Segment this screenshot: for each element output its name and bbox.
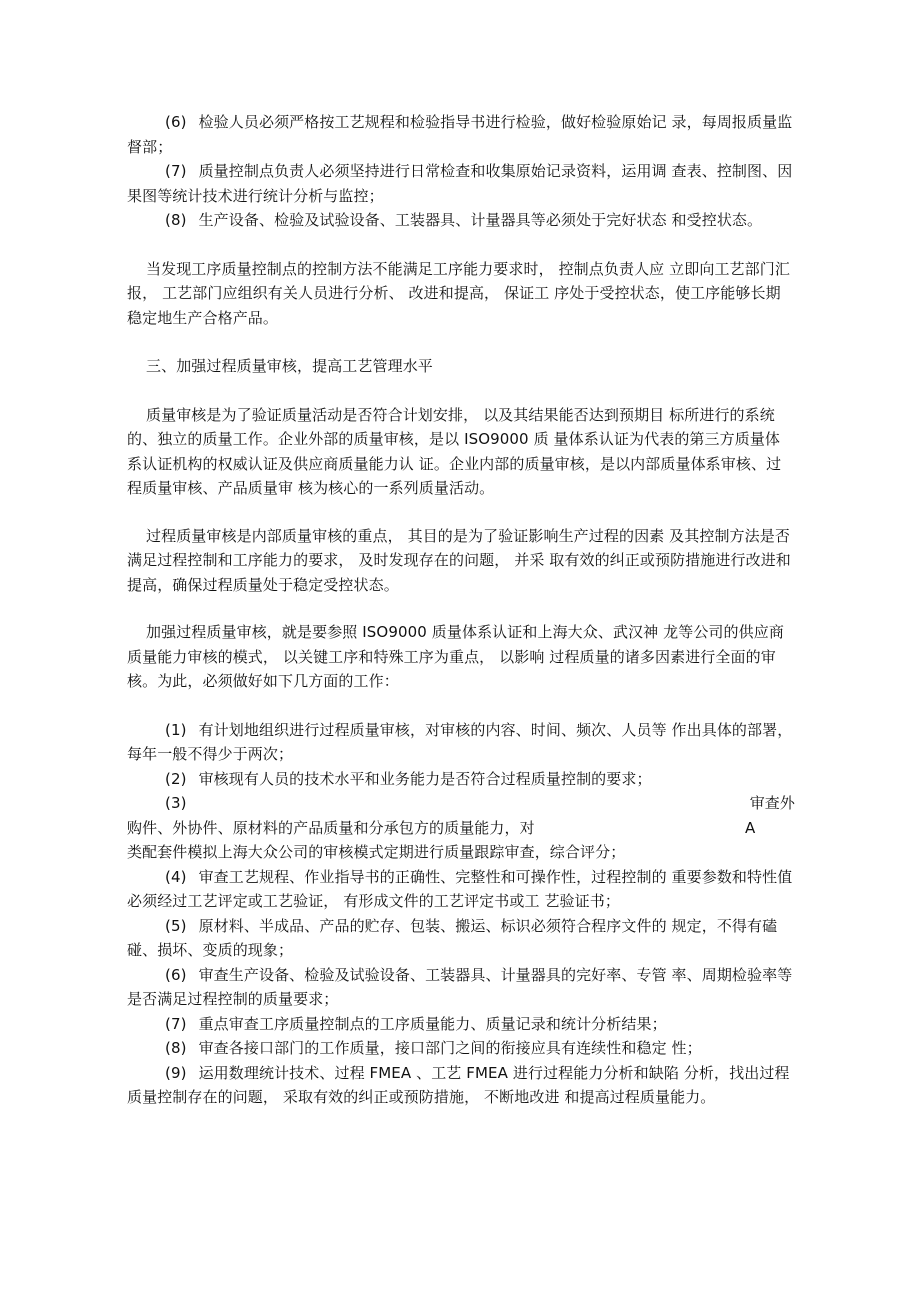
item-text: 审查工艺规程、作业指导书的正确性、完整性和可操作性，过程控制的 重要参数和特性值必须经过工艺评定或工艺验证， 有形成文件的工艺评定书或工 艺验证书；: [127, 867, 793, 910]
item-number: (3): [165, 794, 187, 812]
item-text: 运用数理统计技术、过程 FMEA 、工艺 FMEA 进行过程能力分析和缺陷 分析，找出过程质量控制存在的问题， 采取有效的纠正或预防措施， 不断地改进 和提高过程质量能力。: [127, 1063, 790, 1106]
document-page: [127, 110, 795, 1110]
item-text: 审查各接口部门的工作质量，接口部门之间的衔接应具有连续性和稳定 性；: [198, 1039, 702, 1057]
item-number: (1): [165, 720, 187, 739]
item-number: (8): [165, 211, 187, 229]
list-item: [127, 865, 795, 914]
item-number: (9): [165, 1063, 187, 1082]
item-text-fragment: 购件、外协件、原材料的产品质量和分承包方的质量能力，对: [127, 818, 535, 837]
item-text: 审查生产设备、检验及试验设备、工装器具、计量器具的完好率、专管 率、周期检验率等是否满足过程控制的质量要求；: [127, 965, 793, 1008]
list-block-2: [127, 718, 795, 1110]
list-item: [127, 1061, 795, 1110]
item-number: (6): [165, 965, 187, 984]
item-text-fragment: A: [745, 818, 756, 837]
section-heading: 三、加强过程质量审核，提高工艺管理水平: [146, 357, 433, 375]
item-number: (7): [165, 1014, 187, 1033]
item-text: 质量控制点负责人必须坚持进行日常检查和收集原始记录资料，运用调 查表、控制图、因果图等统计技术进行统计分析与监控；: [127, 162, 793, 205]
item-text: 重点审查工序质量控制点的工序质量能力、质量记录和统计分析结果；: [198, 1014, 667, 1033]
item-number: (2): [165, 769, 187, 788]
list-item: [127, 110, 795, 159]
item-text-fragment: 类配套件模拟上海大众公司的审核模式定期进行质量跟踪审查，综合评分；: [127, 843, 626, 861]
list-item: [127, 1036, 795, 1061]
list-item: [127, 159, 795, 208]
list-item: [127, 1012, 795, 1037]
item-number: (6): [165, 113, 187, 131]
list-item: [127, 208, 795, 233]
item-number: (5): [165, 916, 187, 935]
item-text: 原材料、半成品、产品的贮存、包装、搬运、标识必须符合程序文件的 规定，不得有磕碰、损坏、变质的现象；: [127, 916, 778, 959]
list-item: [127, 914, 795, 963]
item-text: 审核现有人员的技术水平和业务能力是否符合过程质量控制的要求；: [198, 769, 652, 788]
paragraph-control-method: 当发现工序质量控制点的控制方法不能满足工序能力要求时， 控制点负责人应 立即向工艺部门汇报， 工艺部门应组织有关人员进行分析、 改进和提高， 保证工 序处于受控状态，使工序能够长期稳定地生产合格产品。: [127, 259, 790, 327]
item-number: (8): [165, 1039, 187, 1057]
item-text: 生产设备、检验及试验设备、工装器具、计量器具等必须处于完好状态 和受控状态。: [198, 211, 763, 229]
list-item: [127, 767, 795, 792]
item-number: (7): [165, 162, 187, 180]
list-item: [127, 718, 795, 767]
item-text-fragment: 审查外: [749, 794, 795, 812]
paragraph-strengthen-audit: 加强过程质量审核，就是要参照 ISO9000 质量体系认证和上海大众、武汉神 龙等公司的供应商质量能力审核的模式， 以关键工序和特殊工序为重点， 以影响 过程质量的诸多因素进行全面的审核。为此，必须做好如下几方面的工作：: [127, 623, 784, 690]
list-block-1: [127, 110, 795, 233]
item-text: 检验人员必须严格按工艺规程和检验指导书进行检验，做好检验原始记 录，每周报质量监督部；: [127, 113, 793, 156]
paragraph-quality-audit: 质量审核是为了验证质量活动是否符合计划安排， 以及其结果能否达到预期目 标所进行的系统的、独立的质量工作。企业外部的质量审核，是以 ISO9000 质 量体系认证为代表的第三方质量体系认证机构的权威认证及供应商质量能力认 证。企业内部的质量审核，是以内部质量体系审核、过程质量审核、产品质量审 核为核心的一系列质量活动。: [127, 405, 782, 497]
item-text: 有计划地组织进行过程质量审核，对审核的内容、时间、频次、人员等 作出具体的部署，每年一般不得少于两次；: [127, 720, 793, 763]
list-item: [127, 963, 795, 1012]
paragraph-process-audit: 过程质量审核是内部质量审核的重点， 其目的是为了验证影响生产过程的因素 及其控制方法是否满足过程控制和工序能力的要求， 及时发现存在的问题， 并采 取有效的纠正或预防措施进行改进和提高，确保过程质量处于稳定受控状态。: [127, 526, 791, 594]
item-number: (4): [165, 867, 187, 886]
list-item-3: [127, 791, 795, 865]
